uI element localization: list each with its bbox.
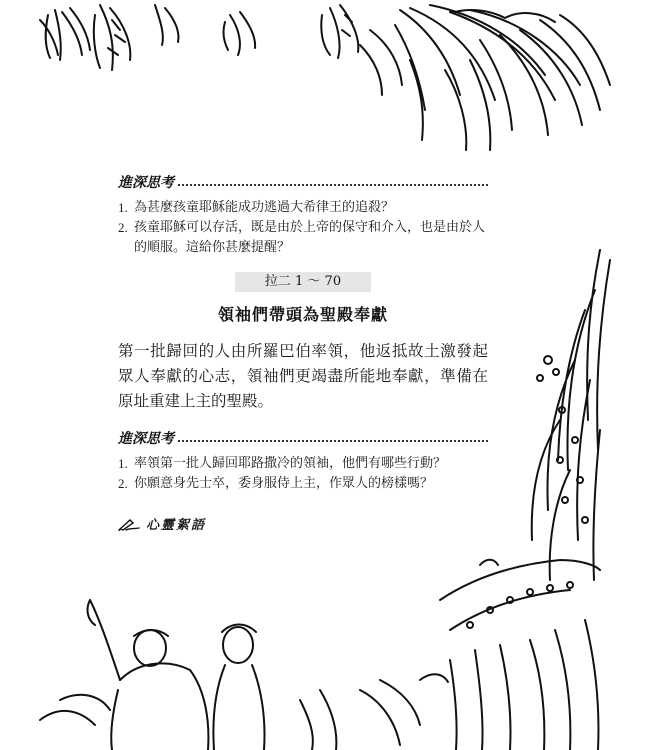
question-text: 孩童耶穌可以存活，既是由於上帝的保守和介入，也是由於人的順服。這給你甚麼提醒？ [134,220,486,255]
reflection-heading [118,172,488,192]
right-bush-illustration [532,250,610,580]
question-text: 你願意身先士卒，委身服侍上主，作眾人的榜樣嗎？ [134,476,434,491]
reflection-heading-label: 進深思考 [118,431,174,447]
reflection-heading [118,428,488,448]
question-number: 1. [118,456,128,471]
journal-label-text: 心靈絮語 [146,518,207,533]
dotted-leader [178,184,488,186]
reflection-heading-label: 進深思考 [118,175,174,191]
question-number: 2. [118,476,128,491]
question-item [118,218,488,258]
top-foliage-illustration [40,5,610,150]
pen-writing-icon [118,517,140,531]
question-item [118,474,488,494]
reflection-questions [118,198,488,258]
scripture-reference: 拉二 1 ～ 70 [235,272,371,292]
reflection-questions [118,454,488,494]
dotted-leader [178,440,488,442]
question-number: 1. [118,200,128,215]
question-number: 2. [118,220,128,235]
question-text: 率領第一批人歸回耶路撒冷的領袖，他們有哪些行動？ [134,456,447,471]
page-content [118,172,488,533]
question-item [118,454,488,474]
reflection-section-2 [118,428,488,494]
bottom-scene-illustration [40,560,600,750]
reading-body: 第一批歸回的人由所羅巴伯率領，他返抵故土激發起眾人奉獻的心志，領袖們更竭盡所能地奉獻，準備在原址重建上主的聖殿。 [118,342,488,410]
question-item [118,198,488,218]
question-text: 為甚麼孩童耶穌能成功逃過大希律王的追殺？ [134,200,395,215]
journal-label [118,514,488,533]
reading-title: 領袖們帶頭為聖殿奉獻 [217,305,388,324]
